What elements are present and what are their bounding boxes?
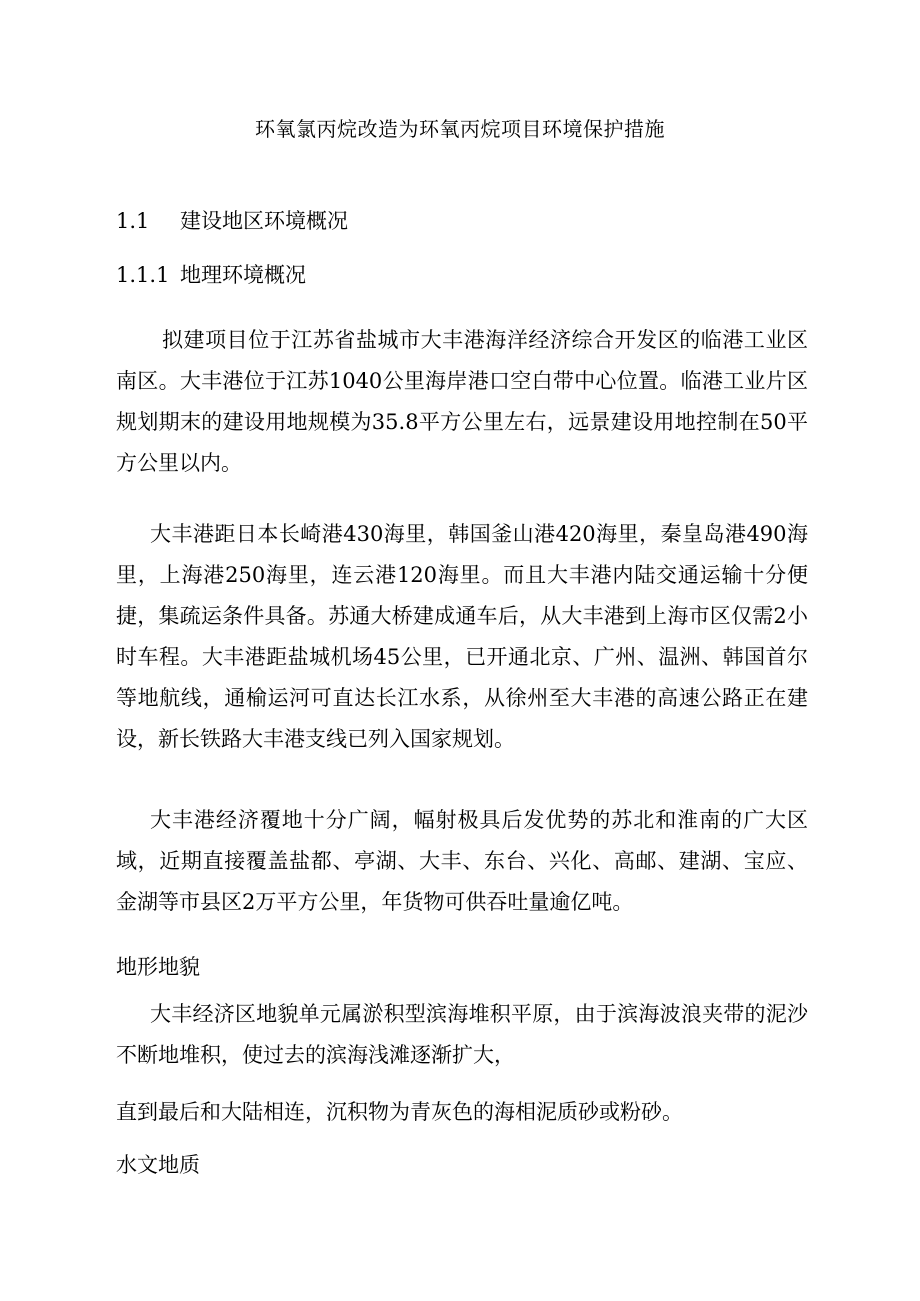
paragraph-transport: 大丰港距日本长崎港430海里，韩国釜山港420海里，秦皇岛港490海里，上海港250海里，连云港120海里。而且大丰港内陆交通运输十分便捷，集疏运条件具备。苏通大桥建成通车后，从大丰港到上海市区仅需2小时车程。大丰港距盐城机场45公里，已开通北京、广州、温洲、韩国首尔等地航线，通榆运河可直达长江水系，从徐州至大丰港的高速公路正在建设，新长铁路大丰港支线已列入国家规划。 [116,522,808,751]
paragraph-landform-continuation: 直到最后和大陆相连，沉积物为青灰色的海相泥质砂或粉砂。 [116,1100,683,1124]
paragraph-location: 拟建项目位于江苏省盐城市大丰港海洋经济综合开发区的临港工业区南区。大丰港位于江苏1040公里海岸港口空白带中心位置。临港工业片区规划期末的建设用地规模为35.8平方公里左右，远景建设用地控制在50平方公里以内。 [116,328,808,475]
hydrogeology-heading: 水文地质 [116,1153,200,1177]
paragraph-landform: 大丰经济区地貌单元属淤积型滨海堆积平原，由于滨海波浪夹带的泥沙不断地堆积，使过去的滨海浅滩逐渐扩大， [116,1002,808,1067]
section-title: 建设地区环境概况 [180,209,348,233]
document-title: 环氧氯丙烷改造为环氧丙烷项目环境保护措施 [255,117,665,141]
section-number: 1.1 [116,209,150,233]
subsection-title: 地理环境概况 [180,263,306,287]
subsection-heading [116,260,306,290]
section-heading [116,206,348,236]
paragraph-hinterland: 大丰港经济覆地十分广阔，幅射极具后发优势的苏北和淮南的广大区域，近期直接覆盖盐都、亭湖、大丰、东台、兴化、高邮、建湖、宝应、金湖等市县区2万平方公里，年货物可供吞吐量逾亿吨。 [116,808,808,914]
landform-heading: 地形地貌 [116,955,200,979]
subsection-number: 1.1.1 [116,263,170,287]
